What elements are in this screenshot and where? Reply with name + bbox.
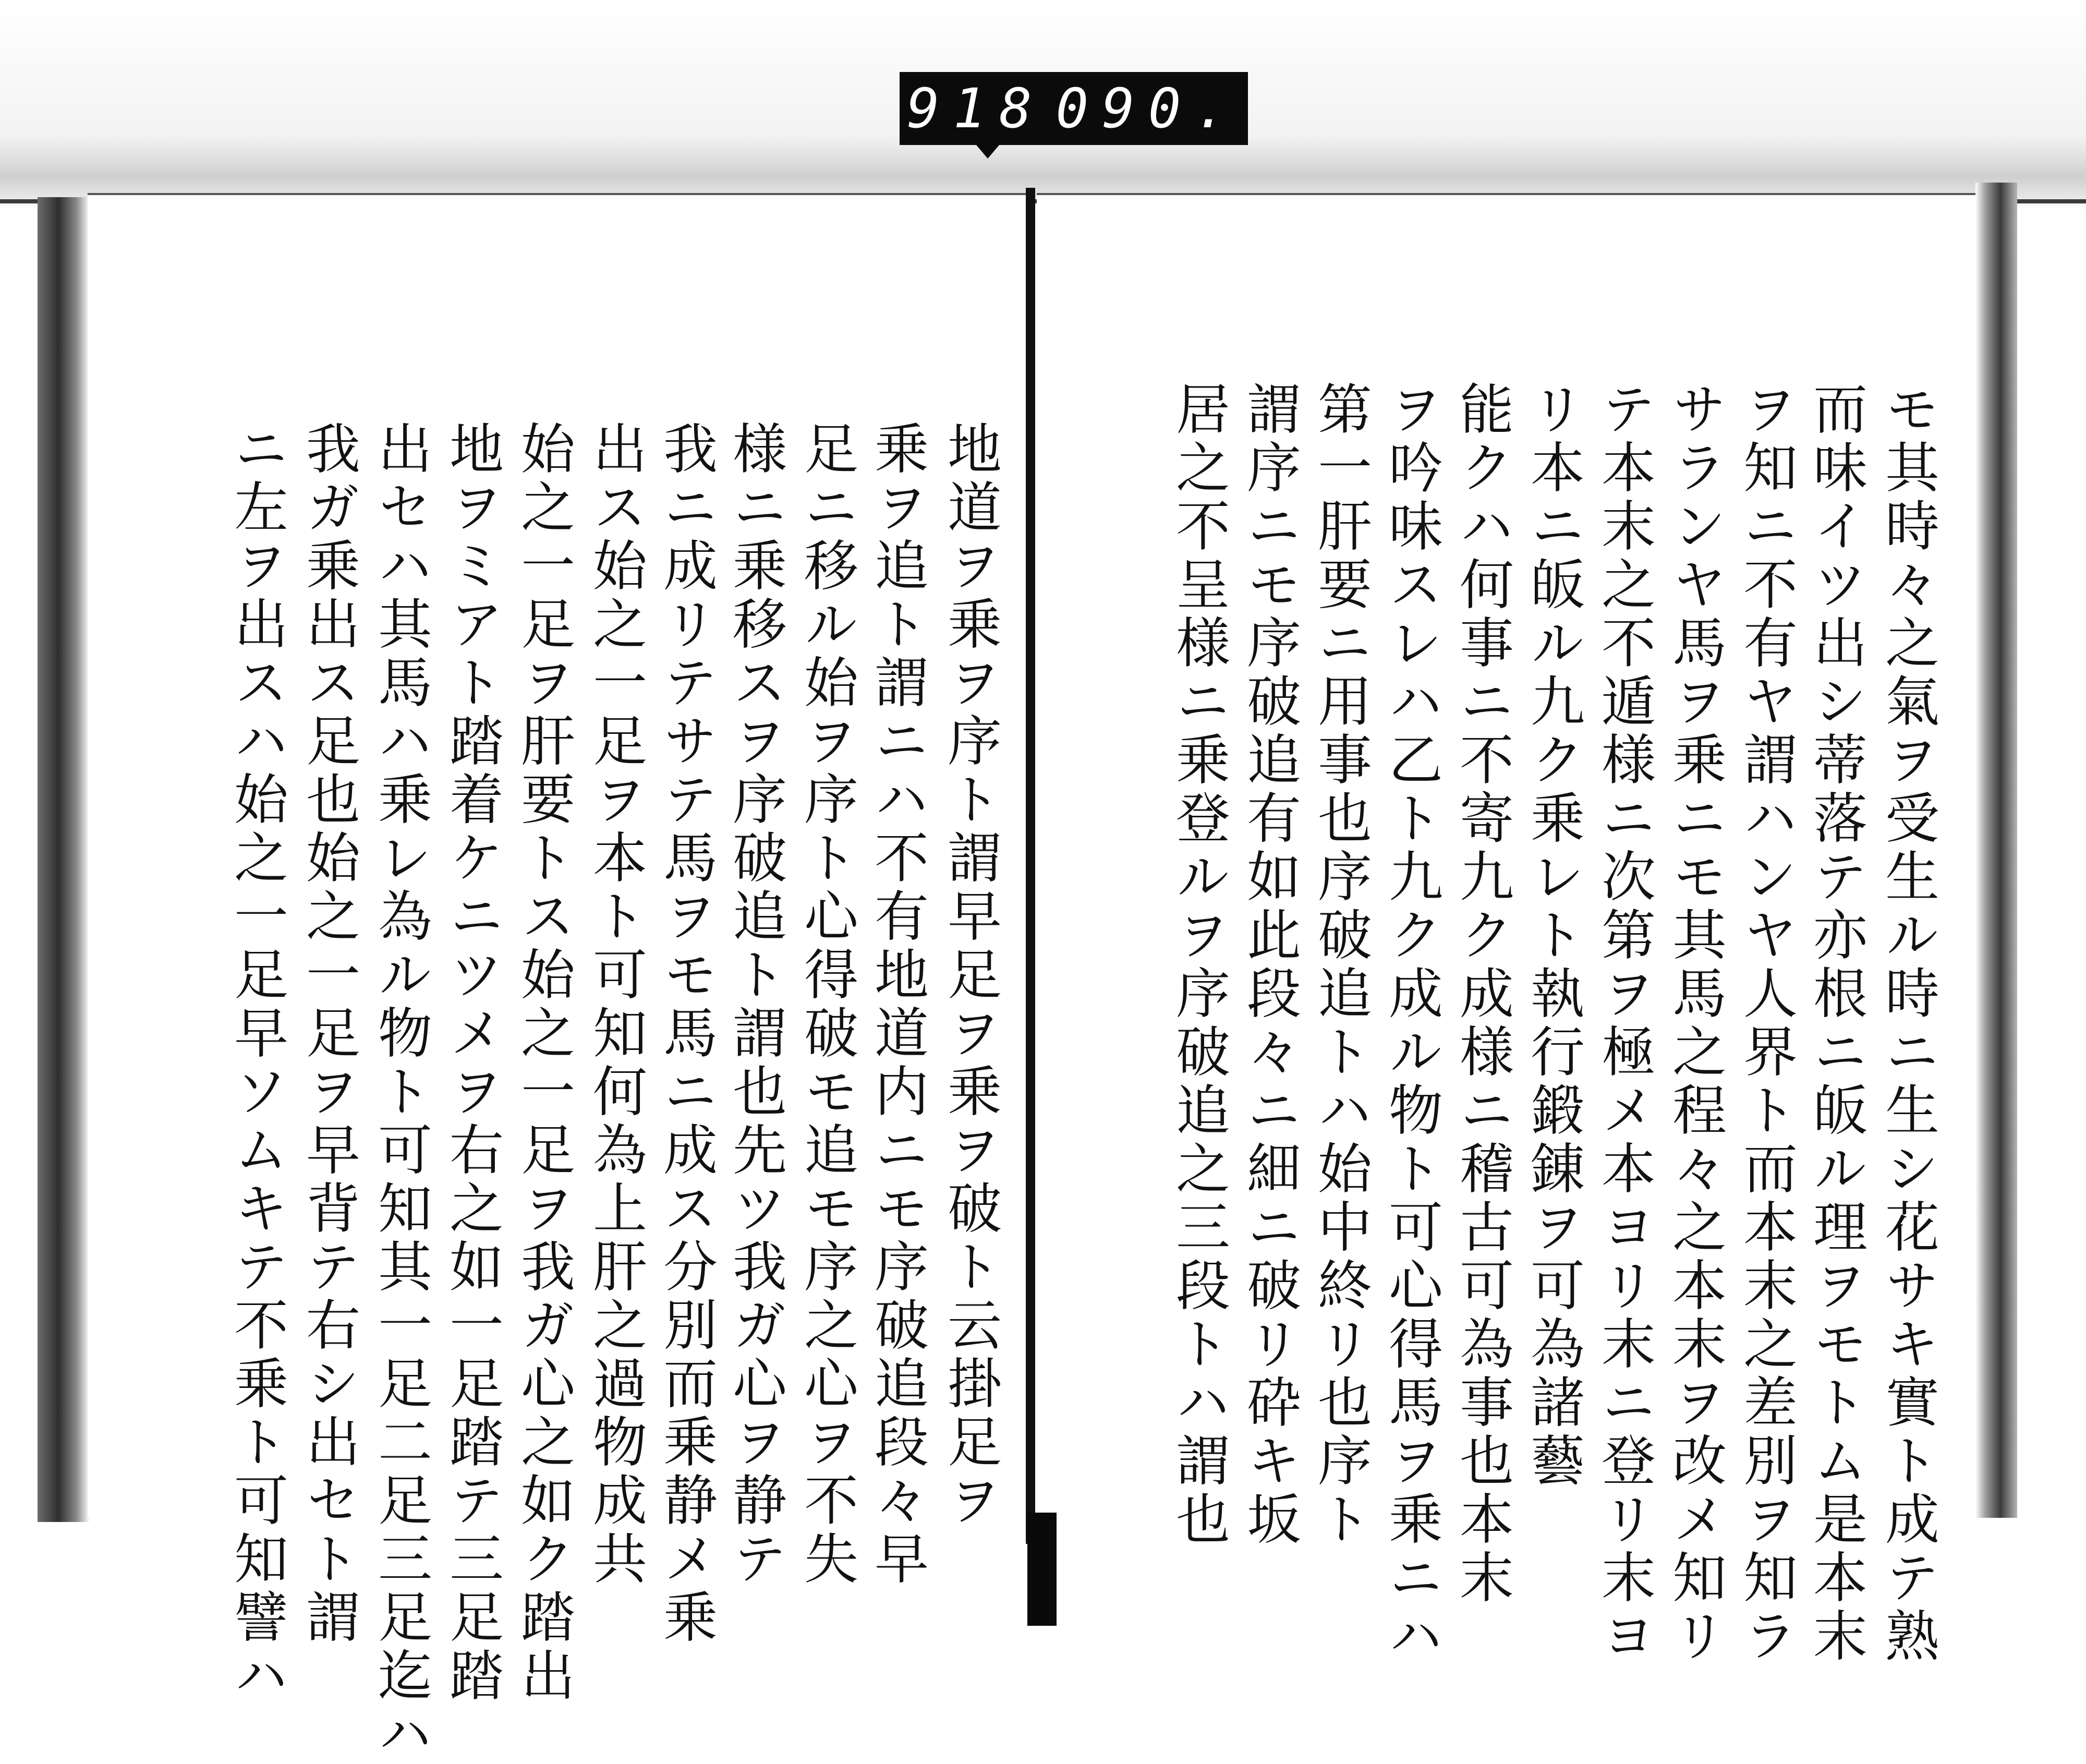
right-page-column-1: モ其時々之氣ヲ受生ル時ニ生シ花サキ實ト成テ熟 bbox=[1876, 381, 1939, 1666]
frame-label-left-number: 918 bbox=[907, 77, 1046, 140]
left-page bbox=[88, 193, 1029, 1764]
right-page-column-2: 而味イツ出シ蒂落テ亦根ニ皈ル理ヲモトム是本末 bbox=[1804, 381, 1867, 1666]
right-page-column-5: テ本末之不遁様ニ次第ヲ極メ本ヨリ末ニ登リ末ヨ bbox=[1592, 381, 1656, 1666]
left-page-column-6: 出ス始之一足ヲ本ト可知何為上肝之過物成共 bbox=[584, 420, 647, 1589]
gutter-shadow bbox=[1027, 1513, 1057, 1626]
right-book-edge bbox=[1975, 183, 2017, 1518]
left-page-column-3: 足ニ移ル始ヲ序ト心得破モ追モ序之心ヲ不失 bbox=[795, 420, 858, 1589]
left-page-column-11: ニ左ヲ出スハ始之一足早ソムキテ不乗ト可知譬ハ bbox=[225, 420, 288, 1706]
frame-label-right-number: 090. bbox=[1056, 77, 1241, 140]
right-page-column-4: サランヤ馬ヲ乗ニモ其馬之程々之本末ヲ改メ知リ bbox=[1663, 381, 1727, 1666]
frame-label-pointer bbox=[976, 145, 999, 159]
left-page-column-10: 我ガ乗出ス足也始之一足ヲ早背テ右シ出セト謂 bbox=[297, 420, 360, 1647]
left-page-column-7: 始之一足ヲ肝要トス始之一足ヲ我ガ心之如ク踏出 bbox=[512, 420, 575, 1706]
right-page-column-7: 能クハ何事ニ不寄九ク成様ニ稽古可為事也本末 bbox=[1450, 381, 1514, 1608]
right-page-column-11: 居之不呈様ニ乗登ルヲ序破追之三段トハ謂也 bbox=[1167, 381, 1230, 1549]
left-page-column-8: 地ヲミアト踏着ケニツメヲ右之如一足踏テ三足踏 bbox=[440, 420, 504, 1706]
right-page bbox=[1037, 193, 1975, 1666]
left-page-column-9: 出セハ其馬ハ乗レ為ル物ト可知其一足二足三足迄ハ bbox=[369, 420, 432, 1764]
right-page-column-8: ヲ吟味スレハ乙ト九ク成ル物ト可心得馬ヲ乗ニハ bbox=[1379, 381, 1443, 1666]
left-page-column-2: 乗ヲ追ト謂ニハ不有地道内ニモ序破追段々早 bbox=[865, 420, 929, 1589]
right-page-column-9: 第一肝要ニ用事也序破追トハ始中終リ也序ト bbox=[1308, 381, 1372, 1549]
left-page-column-5: 我ニ成リテサテ馬ヲモ馬ニ成ス分別而乗静メ乗 bbox=[654, 420, 718, 1647]
left-page-column-4: 様ニ乗移スヲ序破追ト謂也先ツ我ガ心ヲ静テ bbox=[723, 420, 787, 1589]
right-page-column-10: 謂序ニモ序破追有如此段々ニ細ニ破リ砕キ坂 bbox=[1238, 381, 1301, 1549]
right-page-column-3: ヲ知ニ不有ヤ謂ハンヤ人界ト而本末之差別ヲ知ラ bbox=[1734, 381, 1798, 1666]
microfilm-frame-label bbox=[900, 72, 1248, 145]
book-gutter bbox=[1026, 188, 1035, 1544]
left-page-column-1: 地道ヲ乗ヲ序ト謂早足ヲ乗ヲ破ト云掛足ヲ bbox=[938, 420, 1002, 1530]
right-page-column-6: リ本ニ皈ル九ク乗レト執行鍛錬ヲ可為諸藝 bbox=[1521, 381, 1585, 1491]
left-book-edge bbox=[38, 197, 90, 1522]
